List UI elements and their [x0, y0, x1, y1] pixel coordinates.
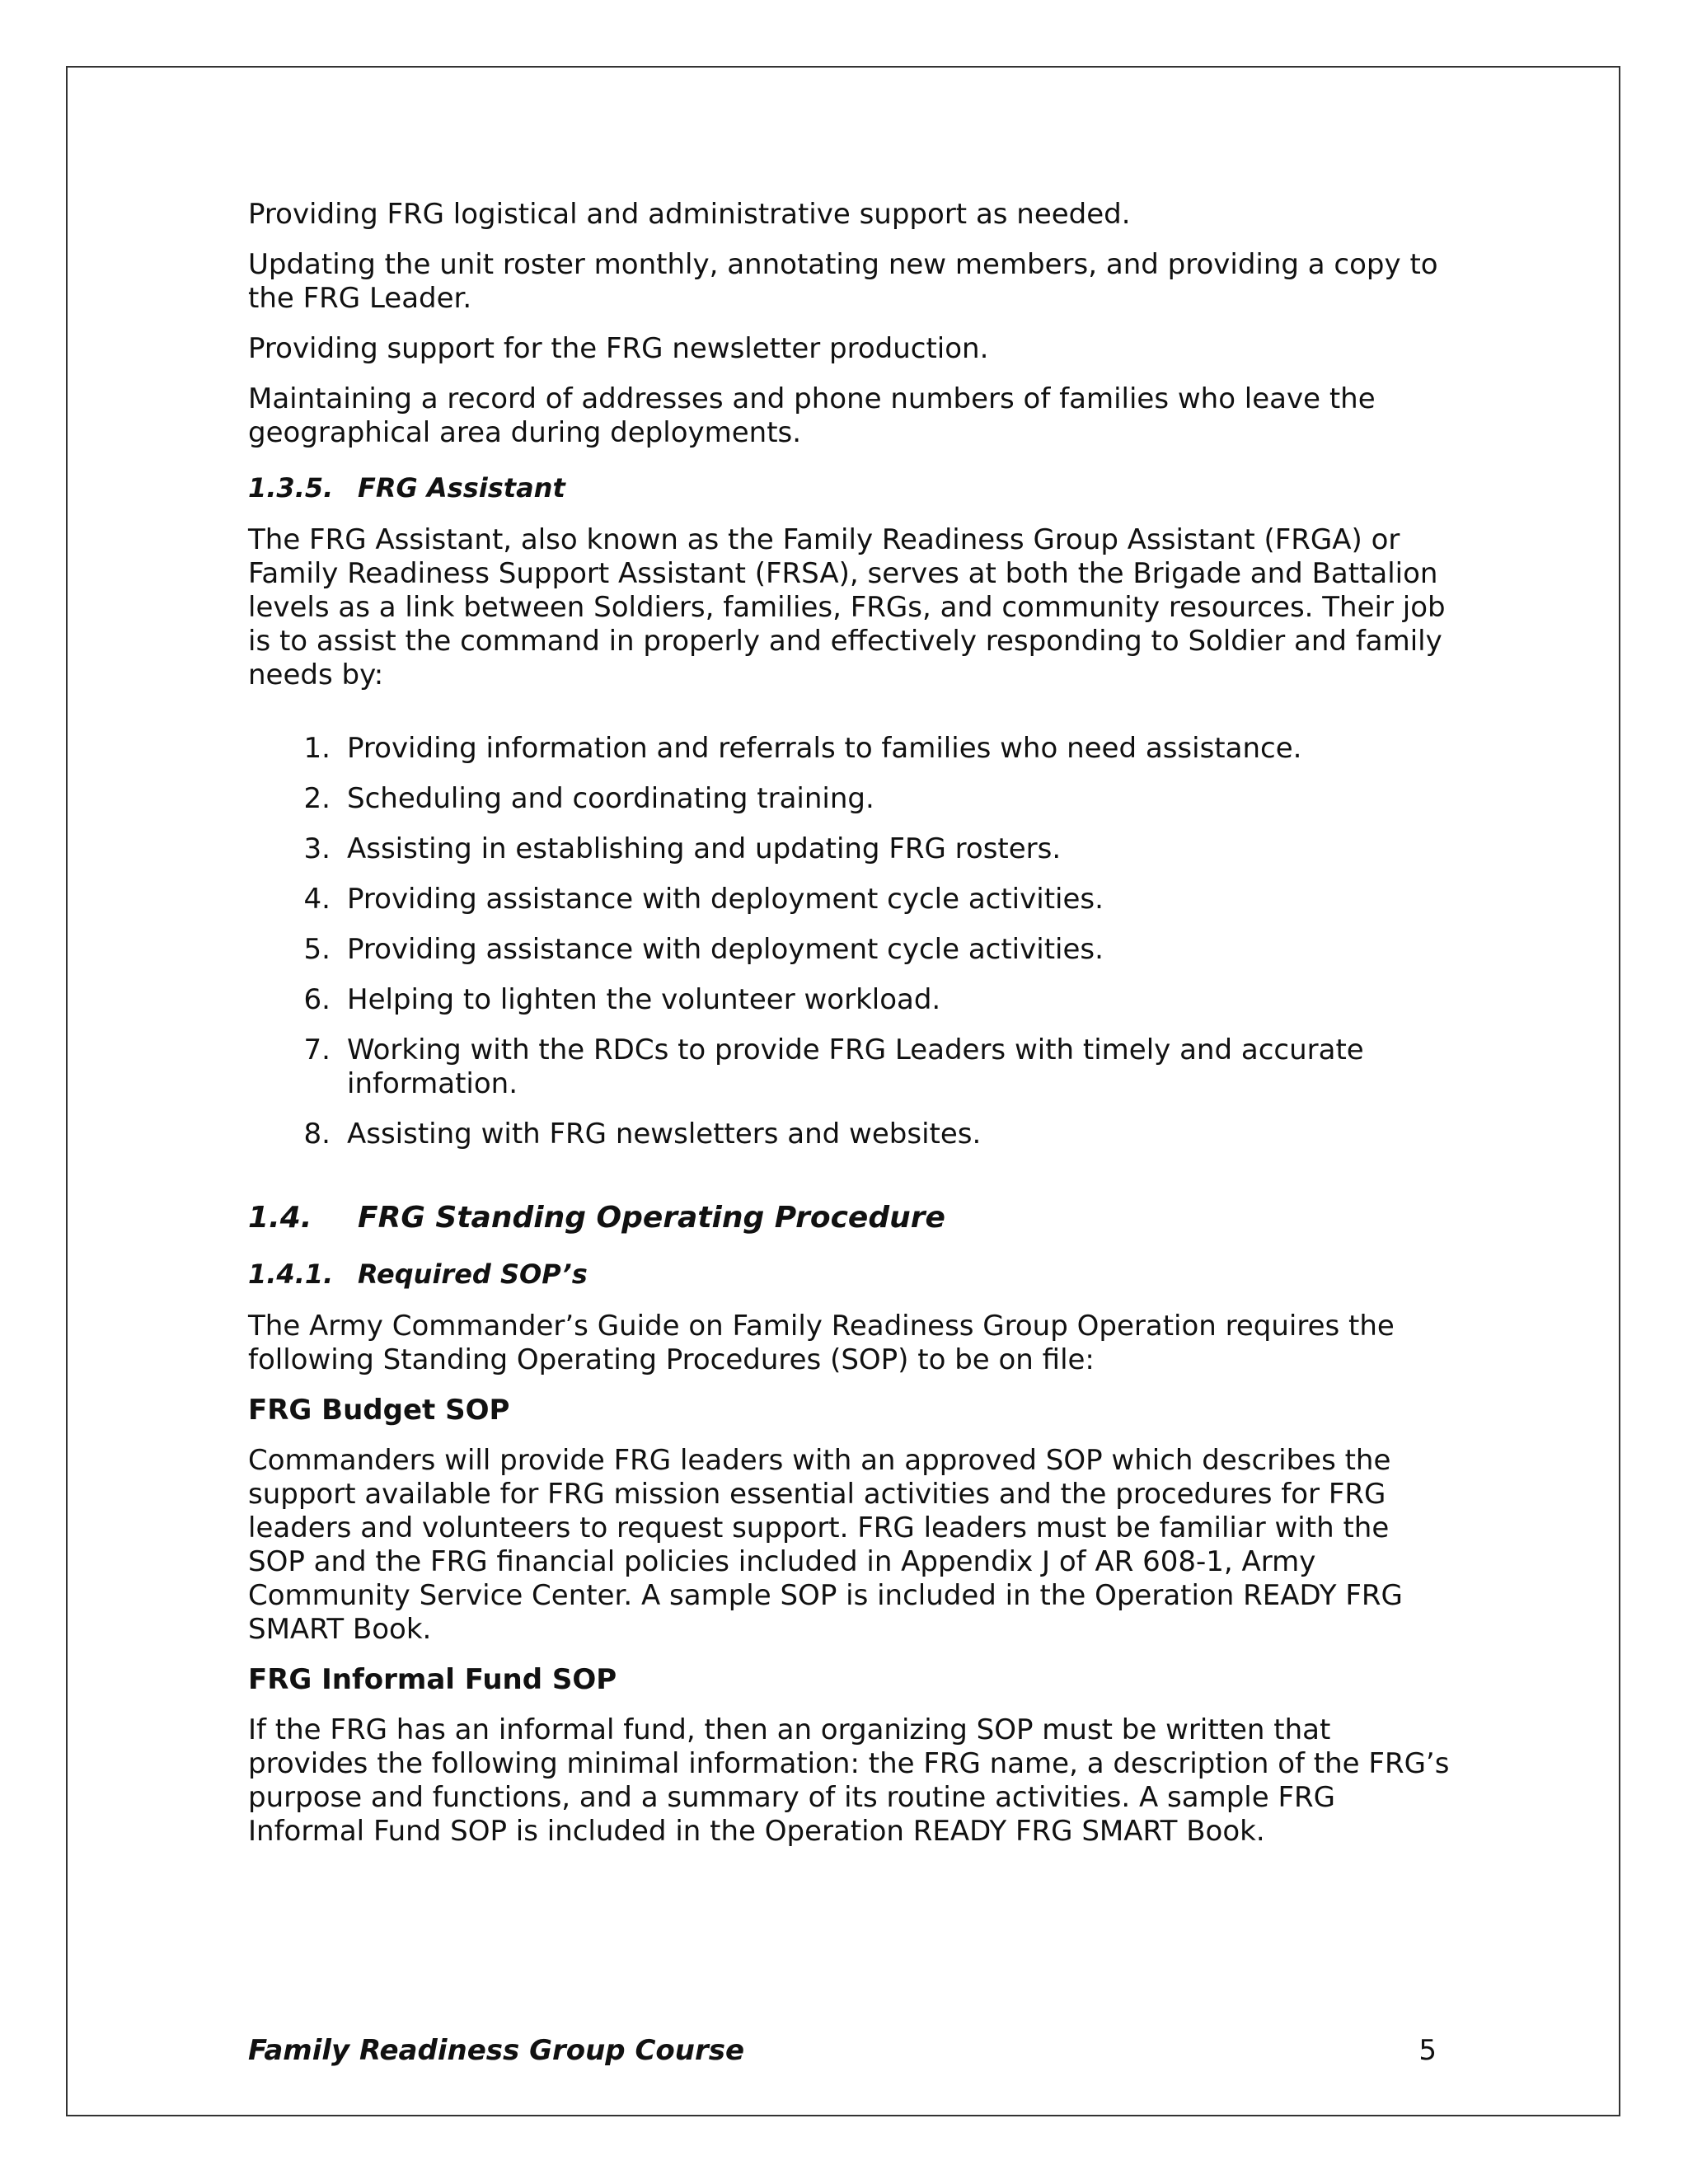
list-item	[248, 782, 1451, 816]
section-heading-1-4-1	[248, 1258, 1451, 1291]
list-marker: 6.	[303, 983, 331, 1016]
list-marker: 5.	[303, 933, 331, 966]
list-item	[248, 933, 1451, 967]
list-item-text: Providing information and referrals to families who need assistance.	[347, 732, 1302, 765]
frg-assistant-duties-list	[248, 732, 1451, 1151]
section-heading-1-3-5	[248, 471, 1451, 505]
intro-paragraph-1: Providing FRG logistical and administrative support as needed.	[248, 198, 1131, 231]
list-item	[248, 1118, 1451, 1151]
section-number: 1.3.5.	[248, 472, 334, 504]
list-item-text: Scheduling and coordinating training.	[347, 782, 874, 815]
intro-paragraph-3: Providing support for the FRG newsletter production.	[248, 332, 989, 365]
intro-paragraph-2: Updating the unit roster monthly, annotating new members, and providing a copy to the FRG Leader.	[248, 248, 1438, 315]
page-footer	[248, 2034, 1451, 2068]
informal-fund-sop-paragraph: If the FRG has an informal fund, then an organizing SOP must be written that provides the following minimal information: the FRG name, a description of the FRG’s purpose and functions, and a summary of its routine activities. A sample FRG Informal Fund SOP is included in the Operation READY FRG SMART Book.	[248, 1713, 1450, 1848]
document-body	[248, 198, 1451, 1865]
list-item	[248, 883, 1451, 916]
page-number: 5	[1418, 2034, 1437, 2067]
list-marker: 8.	[303, 1118, 331, 1151]
list-marker: 7.	[303, 1033, 331, 1066]
list-item-text: Working with the RDCs to provide FRG Leaders with timely and accurate information.	[347, 1033, 1364, 1100]
budget-sop-paragraph: Commanders will provide FRG leaders with an approved SOP which describes the support available for FRG mission essential activities and the procedures for FRG leaders and volunteers to request support. FRG leaders must be familiar with the SOP and the FRG financial policies included in Appendix J of AR 608-1, Army Community Service Center. A sample SOP is included in the Operation READY FRG SMART Book.	[248, 1444, 1403, 1646]
required-sop-paragraph: The Army Commander’s Guide on Family Readiness Group Operation requires the following Standing Operating Procedures (SOP) to be on file:	[248, 1310, 1395, 1376]
frg-assistant-paragraph: The FRG Assistant, also known as the Family Readiness Group Assistant (FRGA) or Family Readiness Support Assistant (FRSA), serves at both the Brigade and Battalion levels as a link between Soldiers, families, FRGs, and community resources. Their job is to assist the command in properly and effectively responding to Soldier and family needs by:	[248, 523, 1446, 691]
list-marker: 1.	[303, 732, 331, 765]
section-number: 1.4.	[248, 1201, 312, 1235]
section-heading-1-4	[248, 1201, 1451, 1235]
list-item-text: Providing assistance with deployment cycle activities.	[347, 883, 1104, 916]
intro-paragraph-4: Maintaining a record of addresses and phone numbers of families who leave the geographical area during deployments.	[248, 382, 1376, 449]
list-item-text: Assisting in establishing and updating FRG rosters.	[347, 832, 1062, 865]
section-title: Required SOP’s	[358, 1258, 588, 1290]
budget-sop-heading: FRG Budget SOP	[248, 1394, 510, 1427]
section-title: FRG Assistant	[358, 472, 565, 504]
list-item	[248, 1033, 1451, 1101]
footer-title: Family Readiness Group Course	[248, 2034, 745, 2067]
list-item	[248, 983, 1451, 1017]
list-item	[248, 732, 1451, 766]
list-item-text: Providing assistance with deployment cycle activities.	[347, 933, 1104, 966]
section-title: FRG Standing Operating Procedure	[358, 1201, 945, 1235]
section-number: 1.4.1.	[248, 1258, 334, 1290]
list-item-text: Assisting with FRG newsletters and websites.	[347, 1118, 982, 1151]
informal-fund-sop-heading: FRG Informal Fund SOP	[248, 1663, 617, 1696]
list-marker: 2.	[303, 782, 331, 815]
list-item-text: Helping to lighten the volunteer workload.	[347, 983, 941, 1016]
list-item	[248, 832, 1451, 866]
list-marker: 3.	[303, 832, 331, 865]
list-marker: 4.	[303, 883, 331, 916]
